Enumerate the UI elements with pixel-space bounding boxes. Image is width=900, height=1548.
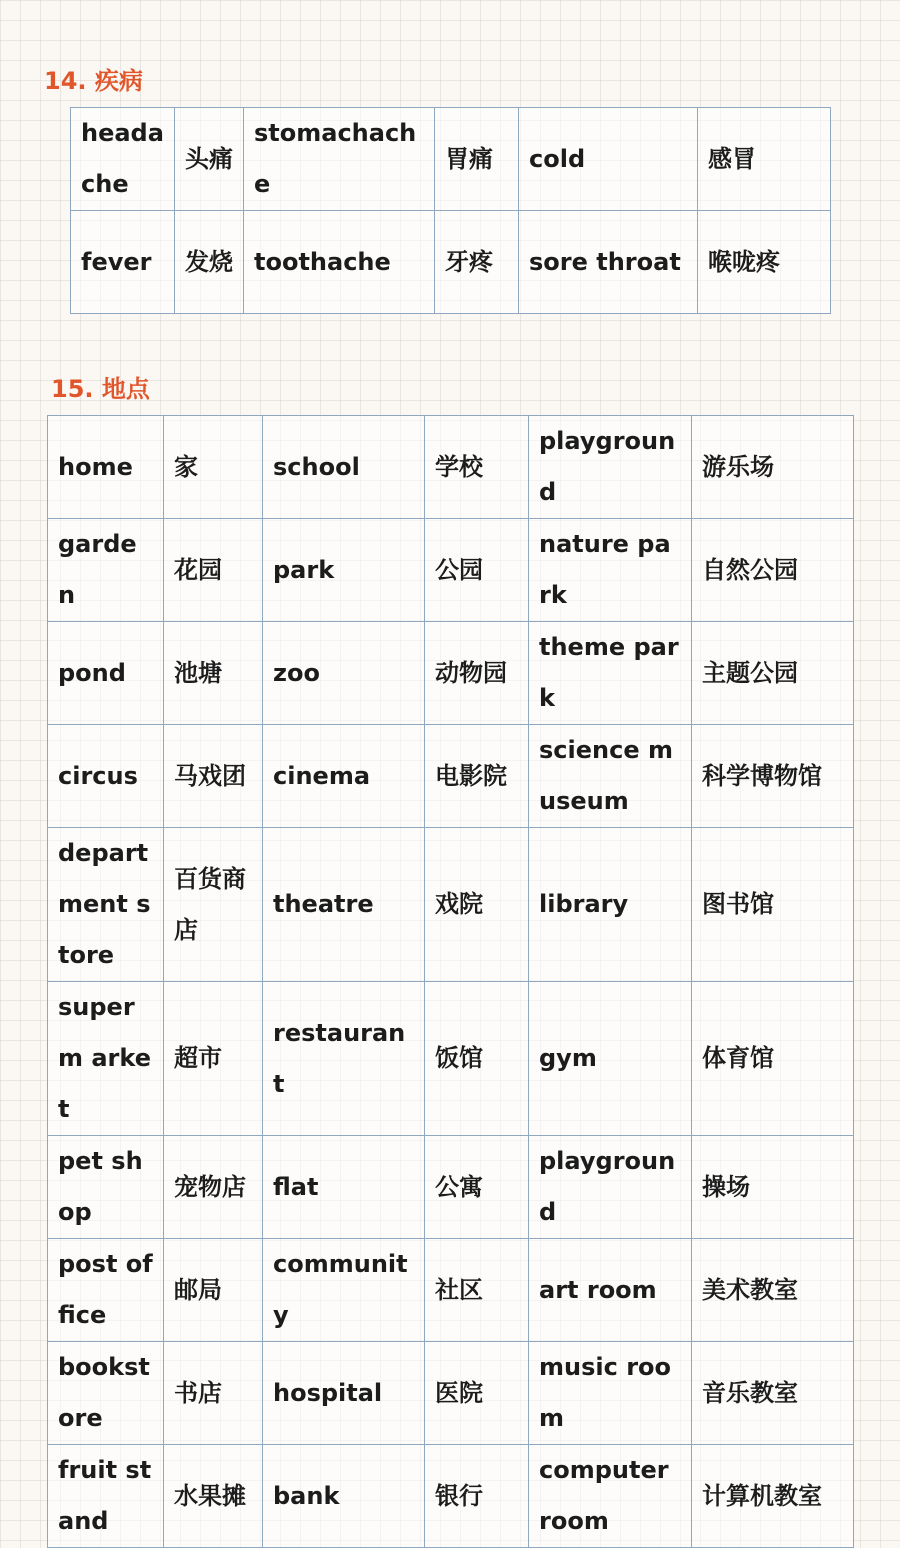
chinese-word-cell: 电影院 (425, 725, 529, 828)
english-word-cell: community (263, 1239, 425, 1342)
section-title-illness: 14. 疾病 (44, 67, 143, 95)
chinese-word-cell: 主题公园 (692, 622, 854, 725)
english-word-cell: post office (48, 1239, 164, 1342)
chinese-word-cell: 书店 (164, 1342, 263, 1445)
table-row (48, 1239, 854, 1342)
chinese-word-cell: 头痛 (175, 108, 244, 211)
english-word-cell: gym (529, 982, 692, 1136)
english-word-cell: pond (48, 622, 164, 725)
english-word-cell: sore throat (519, 211, 698, 314)
english-word-cell: cinema (263, 725, 425, 828)
table-row (48, 622, 854, 725)
english-word-cell: home (48, 416, 164, 519)
english-word-cell: playground (529, 1136, 692, 1239)
english-word-cell: music room (529, 1342, 692, 1445)
table-row (48, 725, 854, 828)
chinese-word-cell: 图书馆 (692, 828, 854, 982)
english-word-cell: nature park (529, 519, 692, 622)
chinese-word-cell: 动物园 (425, 622, 529, 725)
illness-vocab-table (70, 107, 831, 314)
english-word-cell: bookst ore (48, 1342, 164, 1445)
chinese-word-cell: 学校 (425, 416, 529, 519)
english-word-cell: fruit stand (48, 1445, 164, 1548)
chinese-word-cell: 操场 (692, 1136, 854, 1239)
chinese-word-cell: 自然公园 (692, 519, 854, 622)
chinese-word-cell: 计算机教室 (692, 1445, 854, 1548)
chinese-word-cell: 社区 (425, 1239, 529, 1342)
table-row (48, 828, 854, 982)
chinese-word-cell: 公园 (425, 519, 529, 622)
table-row (48, 1445, 854, 1548)
chinese-word-cell: 饭馆 (425, 982, 529, 1136)
chinese-word-cell: 池塘 (164, 622, 263, 725)
chinese-word-cell: 喉咙疼 (698, 211, 831, 314)
table-row (48, 1136, 854, 1239)
table-row (48, 416, 854, 519)
english-word-cell: school (263, 416, 425, 519)
chinese-word-cell: 超市 (164, 982, 263, 1136)
english-word-cell: garden (48, 519, 164, 622)
english-word-cell: library (529, 828, 692, 982)
english-word-cell: art room (529, 1239, 692, 1342)
english-word-cell: bank (263, 1445, 425, 1548)
section-title-places: 15. 地点 (51, 375, 150, 403)
english-word-cell: flat (263, 1136, 425, 1239)
chinese-word-cell: 水果摊 (164, 1445, 263, 1548)
chinese-word-cell: 体育馆 (692, 982, 854, 1136)
table-row (71, 108, 831, 211)
chinese-word-cell: 公寓 (425, 1136, 529, 1239)
places-vocab-table (47, 415, 854, 1548)
chinese-word-cell: 音乐教室 (692, 1342, 854, 1445)
chinese-word-cell: 邮局 (164, 1239, 263, 1342)
english-word-cell: science museum (529, 725, 692, 828)
chinese-word-cell: 戏院 (425, 828, 529, 982)
english-word-cell: stomachache (244, 108, 435, 211)
english-word-cell: theatre (263, 828, 425, 982)
english-word-cell: restaurant (263, 982, 425, 1136)
table-row (71, 211, 831, 314)
english-word-cell: pet shop (48, 1136, 164, 1239)
english-word-cell: toothache (244, 211, 435, 314)
chinese-word-cell: 感冒 (698, 108, 831, 211)
english-word-cell: depart ment store (48, 828, 164, 982)
chinese-word-cell: 发烧 (175, 211, 244, 314)
chinese-word-cell: 花园 (164, 519, 263, 622)
english-word-cell: circus (48, 725, 164, 828)
english-word-cell: playground (529, 416, 692, 519)
english-word-cell: hospital (263, 1342, 425, 1445)
table-row (48, 1342, 854, 1445)
chinese-word-cell: 银行 (425, 1445, 529, 1548)
table-row (48, 982, 854, 1136)
english-word-cell: theme park (529, 622, 692, 725)
english-word-cell: cold (519, 108, 698, 211)
chinese-word-cell: 牙疼 (435, 211, 519, 314)
chinese-word-cell: 游乐场 (692, 416, 854, 519)
english-word-cell: park (263, 519, 425, 622)
english-word-cell: computer room (529, 1445, 692, 1548)
chinese-word-cell: 宠物店 (164, 1136, 263, 1239)
english-word-cell: superm arket (48, 982, 164, 1136)
chinese-word-cell: 百货商店 (164, 828, 263, 982)
chinese-word-cell: 胃痛 (435, 108, 519, 211)
table-row (48, 519, 854, 622)
chinese-word-cell: 马戏团 (164, 725, 263, 828)
english-word-cell: heada che (71, 108, 175, 211)
chinese-word-cell: 医院 (425, 1342, 529, 1445)
english-word-cell: fever (71, 211, 175, 314)
chinese-word-cell: 美术教室 (692, 1239, 854, 1342)
chinese-word-cell: 家 (164, 416, 263, 519)
chinese-word-cell: 科学博物馆 (692, 725, 854, 828)
english-word-cell: zoo (263, 622, 425, 725)
